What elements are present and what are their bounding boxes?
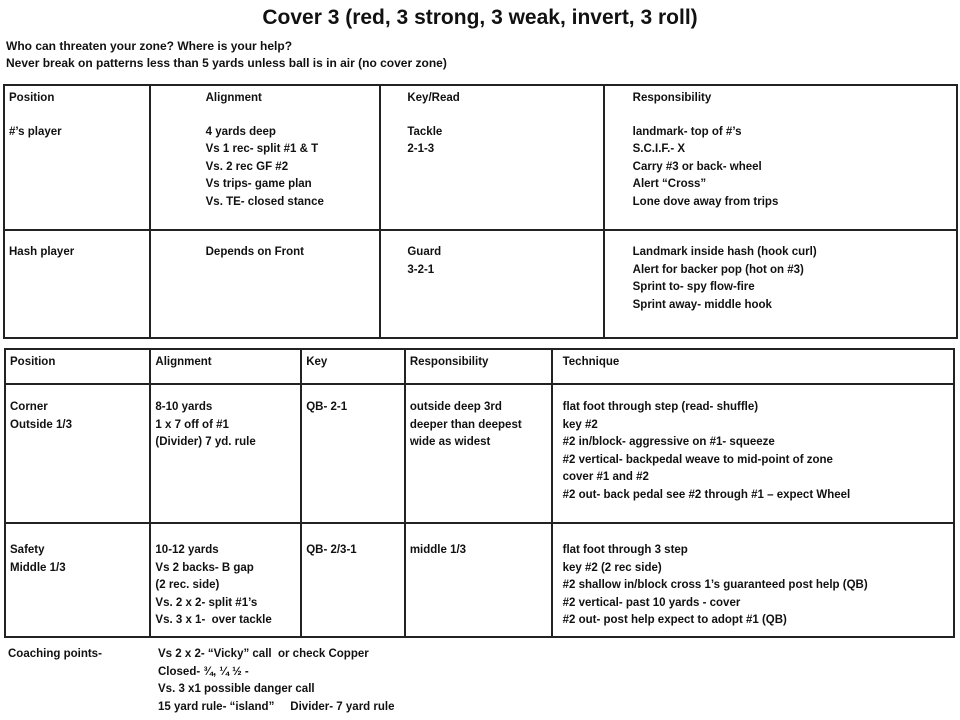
t1-header-alignment: Alignment — [205, 92, 262, 104]
t1-key: Tackle 2-1-3 — [407, 125, 443, 155]
t1-row2-position-cell — [4, 230, 150, 338]
t2-key: QB- 2-1 — [306, 401, 348, 413]
t2-alignment: 8-10 yards 1 x 7 off of #1 (Divider) 7 yd. rule — [155, 401, 256, 448]
t2-header-technique: Technique — [562, 356, 620, 368]
t2-technique: flat foot through step (read- shuffle) key #2 #2 in/block- aggressive on #1- squeeze #2 vertical- backpedal weave to mid-point of zone cover #1 and #2 #2 out- back pedal see #2 through #1 – expect Wheel — [562, 401, 851, 501]
t2-header-responsibility: Responsibility — [409, 356, 489, 368]
t2-header-key: Key — [306, 356, 328, 368]
t2-header-position: Position — [10, 356, 56, 368]
t1-header-position: Position — [9, 92, 55, 104]
t2-technique: flat foot through 3 step key #2 (2 rec side) #2 shallow in/block cross 1’s guaranteed post help (QB) #2 vertical- past 10 yards - cover #2 out- post help expect to adopt #1 (QB) — [562, 544, 868, 626]
t2-responsibility: middle 1/3 — [409, 544, 467, 556]
t1-position: Hash player — [9, 246, 75, 258]
t2-responsibility: outside deep 3rd deeper than deepest wide as widest — [409, 401, 522, 448]
t2-key: QB- 2/3-1 — [306, 544, 357, 556]
page-title: Cover 3 (red, 3 strong, 3 weak, invert, 3 roll) — [262, 6, 698, 29]
t1-row1-position-cell — [4, 85, 150, 230]
intro-line-2: Never break on patterns less than 5 yards unless ball is in air (no cover zone) — [6, 56, 447, 70]
t1-header-key: Key/Read — [407, 92, 460, 104]
t1-alignment: Depends on Front — [205, 246, 305, 258]
t1-row1-responsibility-cell — [604, 85, 957, 230]
t1-key: Guard 3-2-1 — [407, 246, 442, 276]
t1-row1-key-cell — [380, 85, 603, 230]
t2-position: Corner Outside 1/3 — [10, 401, 72, 431]
t1-position: #’s player — [9, 125, 62, 138]
t2-position: Safety Middle 1/3 — [10, 544, 66, 574]
intro-text — [6, 38, 447, 72]
t1-header-responsibility: Responsibility — [632, 92, 712, 104]
t1-responsibility: Landmark inside hash (hook curl) Alert for backer pop (hot on #3) Sprint to- spy flow-fire Sprint away- middle hook — [632, 246, 817, 311]
t2-alignment: 10-12 yards Vs 2 backs- B gap (2 rec. side) Vs. 2 x 2- split #1’s Vs. 3 x 1- over tackle — [155, 544, 272, 626]
coaching-points-label: Coaching points- — [8, 648, 102, 660]
t1-row2-alignment-cell — [150, 230, 381, 338]
secondary-table — [4, 348, 955, 638]
t1-responsibility: landmark- top of #’s S.C.I.F.- X Carry #3 or back- wheel Alert “Cross” Lone dove away from trips — [632, 125, 779, 208]
t2-header-alignment: Alignment — [155, 356, 212, 368]
linebacker-table — [3, 84, 958, 339]
intro-line-1: Who can threaten your zone? Where is your help? — [6, 39, 293, 53]
t1-row2-key-cell — [380, 230, 603, 338]
coaching-points: Vs 2 x 2- “Vicky” call or check Copper Closed- ¾, ¼ ½ - Vs. 3 x1 possible danger call 15 yard rule- “island” Divider- 7 yard rule — [158, 648, 395, 713]
t1-row1-alignment-cell — [150, 85, 381, 230]
t1-row2-responsibility-cell — [604, 230, 957, 338]
t1-alignment: 4 yards deep Vs 1 rec- split #1 & T Vs. 2 rec GF #2 Vs trips- game plan Vs. TE- closed stance — [205, 125, 324, 208]
